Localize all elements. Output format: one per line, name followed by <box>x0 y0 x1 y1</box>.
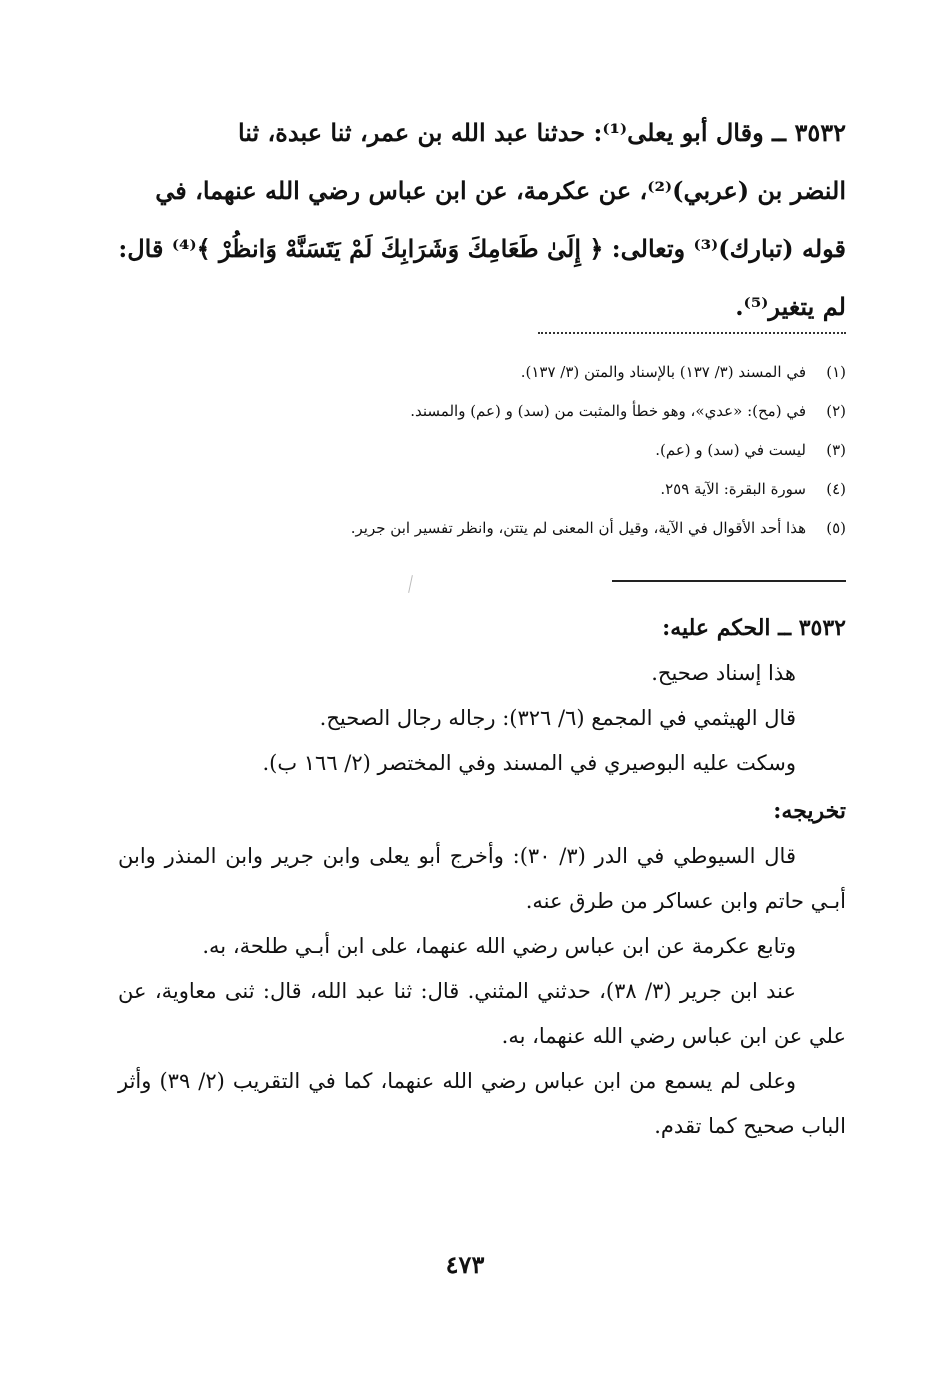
takhrij-paragraph: وتابع عكرمة عن ابن عباس رضي الله عنهما، على ابن أبـي طلحة، به. <box>202 934 796 958</box>
footnote-separator <box>538 322 846 334</box>
section-divider <box>612 580 846 582</box>
hadith-line: قوله (تبارك)⁽³⁾ وتعالى: ﴿ إِلَىٰ طَعَامِكَ وَشَرَابِكَ لَمْ يَتَسَنَّهْ وَانظُرْ ﴾⁽⁴⁾ قال: <box>118 234 846 263</box>
footnote <box>150 431 846 470</box>
takhrij-section <box>118 789 846 1149</box>
page-number: ٤٧٣ <box>445 1250 485 1279</box>
takhrij-heading: تخريجه: <box>773 798 846 824</box>
footnote-text: هذا أحد الأقوال في الآية، وقيل أن المعنى لم يتتن، وانظر تفسير ابن جرير. <box>350 519 806 537</box>
footnote <box>150 353 846 392</box>
footnote-number: (٣) <box>826 441 846 459</box>
footnote <box>150 509 846 548</box>
hadith-line: ٣٥٣٢ ــ وقال أبو يعلى⁽¹⁾: حدثنا عبد الله بن عمر، ثنا عبدة، ثنا <box>237 118 846 147</box>
footnote-number: (٥) <box>826 519 846 537</box>
footnote <box>150 392 846 431</box>
footnote-number: (٢) <box>826 402 846 420</box>
ruling-section <box>118 606 846 786</box>
footnote-text: سورة البقرة: الآية ٢٥٩. <box>660 480 806 498</box>
footnotes <box>150 353 846 548</box>
footnote-number: (١) <box>826 363 846 381</box>
ruling-line: هذا إسناد صحيح. <box>651 661 796 685</box>
takhrij-paragraph: وعلى لم يسمع من ابن عباس رضي الله عنهما، كما في التقريب (٢/ ٣٩) وأثر الباب صحيح كما تقدم. <box>118 1069 846 1138</box>
ruling-heading: ٣٥٣٢ ــ الحكم عليه: <box>662 615 846 641</box>
footnote-text: في (مح): «عدي»، وهو خطأ والمثبت من (سد) و (عم) والمسند. <box>410 402 806 420</box>
footnote-number: (٤) <box>826 480 846 498</box>
hadith-line: النضر بن (عربي)⁽²⁾، عن عكرمة، عن ابن عباس رضي الله عنهما، في <box>155 176 846 205</box>
ruling-line: وسكت عليه البوصيري في المسند وفي المختصر (٢/ ١٦٦ ب). <box>262 751 796 775</box>
footnote <box>150 470 846 509</box>
footnote-text: في المسند (٣/ ١٣٧) بالإسناد والمتن (٣/ ١٣٧). <box>520 363 806 381</box>
takhrij-paragraph: قال السيوطي في الدر (٣/ ٣٠): وأخرج أبو يعلى وابن جرير وابن المنذر وابن أبـي حاتم وابن عساكر من طرق عنه. <box>118 844 846 913</box>
hadith-line: لم يتغير⁽⁵⁾. <box>735 292 846 321</box>
hadith-text <box>118 104 846 336</box>
footnote-text: ليست في (سد) و (عم). <box>655 441 806 459</box>
takhrij-paragraph: عند ابن جرير (٣/ ٣٨)، حدثني المثني. قال: ثنا عبد الله، قال: ثنى معاوية، عن علي عن ابن عباس رضي الله عنهما، به. <box>118 979 846 1048</box>
scan-mark <box>408 575 413 593</box>
ruling-line: قال الهيثمي في المجمع (٦/ ٣٢٦): رجاله رجال الصحيح. <box>319 706 796 730</box>
